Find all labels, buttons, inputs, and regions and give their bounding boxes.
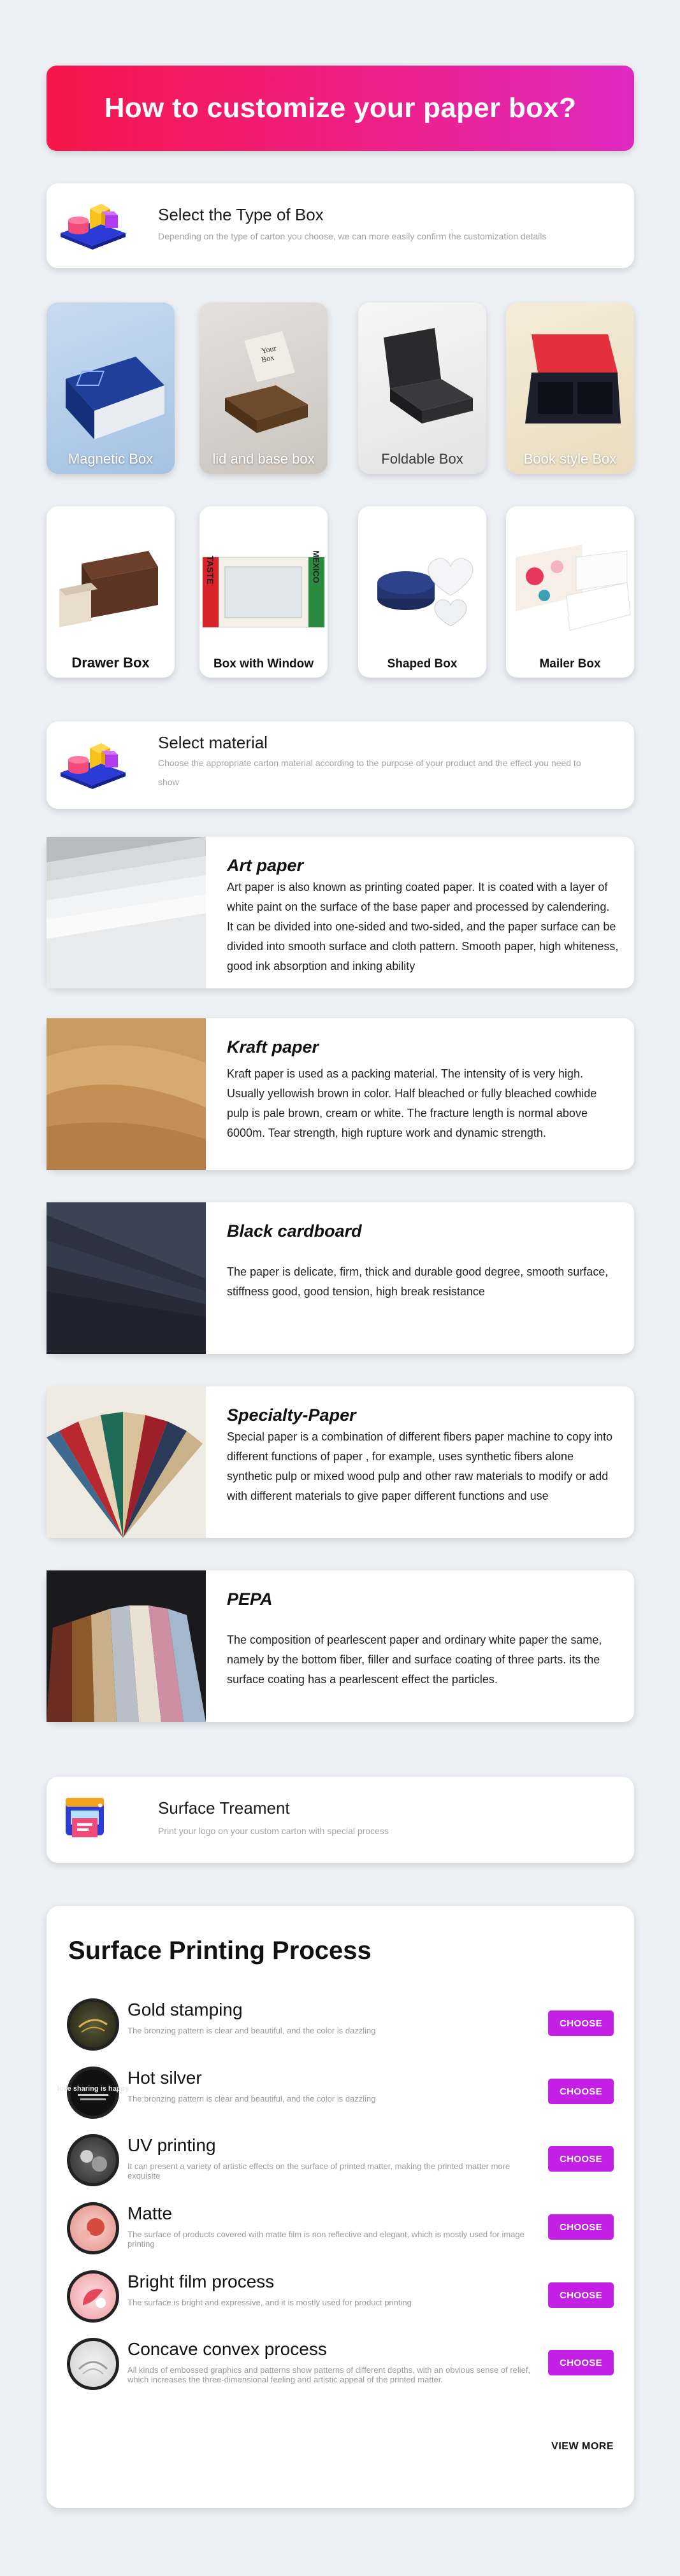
process-description: The bronzing pattern is clear and beautiful, and the color is dazzling [127, 2094, 376, 2103]
material-title: Kraft paper [227, 1037, 319, 1057]
box-type-lid-base[interactable] [199, 302, 328, 474]
matte-thumb [67, 2202, 119, 2254]
step-title: Surface Treament [158, 1798, 290, 1818]
step-description: Depending on the type of carton you choose, we can more easily confirm the customization details [158, 231, 547, 241]
box-type-label: Foldable Box [381, 451, 463, 467]
view-more-button[interactable]: VIEW MORE [551, 2441, 614, 2452]
step-description: Print your logo on your custom carton with special process [158, 1826, 389, 1836]
bright-film-thumb [67, 2270, 119, 2323]
process-title: UV printing [127, 2135, 216, 2155]
gold-stamping-thumb [67, 1998, 119, 2051]
title-banner [47, 66, 634, 151]
material-title: Black cardboard [227, 1221, 362, 1241]
process-title: Gold stamping [127, 2000, 243, 2019]
material-card-art-paper[interactable] [47, 837, 634, 988]
material-description: Art paper is also known as printing coated paper. It is coated with a layer of white paint on the surface of the base paper and processed by calendering. It can be divided into one-sided and two-sided, and the paper surface can be divided into smooth surface and cloth pattern. Smooth paper, high whiteness, good ink absorption and inking ability [227, 881, 619, 972]
choose-hot-silver-button[interactable]: CHOOSE [548, 2079, 614, 2104]
process-item-concave-convex [67, 2336, 614, 2393]
hot-silver-thumb [57, 2067, 129, 2119]
printer-icon [59, 1793, 117, 1847]
box-type-book-style[interactable] [506, 302, 634, 474]
process-title: Bright film process [127, 2272, 275, 2291]
material-title: PEPA [227, 1590, 273, 1609]
process-title: Hot silver [127, 2068, 202, 2088]
shaped-box-image [358, 506, 486, 678]
process-item-bright-film [67, 2268, 614, 2326]
box-type-label: Magnetic Box [68, 451, 154, 467]
process-item-gold-stamping [67, 1996, 614, 2054]
magnetic-box-image [47, 302, 175, 474]
box-type-shaped[interactable] [358, 506, 486, 678]
step-title: Select material [158, 733, 268, 752]
process-description: All kinds of embossed graphics and patterns show patterns of different depths, with an obvious sense of relief, which increases the three-dimensional feeling and artistic appeal of the printed matter. [127, 2365, 531, 2384]
box-type-mailer[interactable] [506, 506, 634, 678]
pepa-paper-image [47, 1570, 206, 1722]
process-description: It can present a variety of artistic effects on the surface of printed matter, making the printed matter more exquisite [127, 2161, 510, 2181]
process-description: The surface is bright and expressive, and it is mostly used for product printing [127, 2298, 412, 2307]
box-type-label: Mailer Box [539, 657, 601, 671]
window-box-print-right: MEXICO [311, 550, 321, 583]
window-box-image [199, 506, 328, 678]
process-item-uv-printing [67, 2132, 614, 2189]
material-card-black-cardboard[interactable] [47, 1202, 634, 1354]
box-type-label: Shaped Box [387, 657, 458, 671]
box-type-label: lid and base box [212, 451, 315, 467]
box-type-drawer[interactable] [47, 506, 175, 678]
3d-shapes-icon [55, 736, 132, 790]
mailer-box-image [506, 506, 634, 678]
material-card-pepa[interactable] [47, 1570, 634, 1722]
choose-concave-convex-button[interactable]: CHOOSE [548, 2350, 614, 2375]
material-description: Special paper is a combination of different fibers paper machine to copy into different functions of paper , for example, uses synthetic fibers alone synthetic pulp or mixed wood pulp and other raw materials to modify or add with different materials to give paper different functions and use [227, 1430, 613, 1502]
specialty-paper-image [47, 1386, 206, 1538]
art-paper-image [47, 837, 206, 988]
window-box-print-left: TASTE [205, 555, 215, 585]
step-material-card [47, 722, 634, 809]
material-card-specialty-paper[interactable] [47, 1386, 634, 1538]
step-type-card [47, 183, 634, 268]
box-type-label: Drawer Box [71, 655, 150, 671]
lid-base-box-image [199, 302, 328, 474]
material-description: The composition of pearlescent paper and ordinary white paper the same, namely by the bottom fiber, filler and surface coating of three parts. its the surface coating has a pearlescent effect the particles. [227, 1633, 602, 1686]
hot-silver-thumb-text: love sharing is happy [57, 2085, 129, 2093]
choose-matte-button[interactable]: CHOOSE [548, 2214, 614, 2240]
surface-printing-process-panel [47, 1906, 634, 2508]
choose-bright-film-button[interactable]: CHOOSE [548, 2282, 614, 2308]
step-surface-card [47, 1777, 634, 1863]
drawer-box-image [47, 506, 175, 678]
process-description: The bronzing pattern is clear and beautiful, and the color is dazzling [127, 2026, 376, 2035]
process-description: The surface of products covered with matte film is non reflective and elegant, which is mostly used for image printing [127, 2230, 524, 2249]
step-title: Select the Type of Box [158, 205, 324, 224]
box-type-label: Box with Window [213, 657, 314, 671]
uv-printing-thumb [67, 2134, 119, 2186]
box-type-foldable[interactable] [358, 302, 486, 474]
foldable-box-image [358, 302, 486, 474]
box-type-magnetic[interactable] [47, 302, 175, 474]
process-title: Concave convex process [127, 2339, 327, 2359]
book-style-box-image [506, 302, 634, 474]
process-item-matte [67, 2200, 614, 2258]
box-type-window[interactable] [199, 506, 328, 678]
box-type-label: Book style Box [523, 451, 617, 467]
material-description: The paper is delicate, firm, thick and durable good degree, smooth surface, stiffness good, good tension, high break resistance [227, 1265, 609, 1298]
concave-convex-thumb [67, 2338, 119, 2390]
choose-gold-stamping-button[interactable]: CHOOSE [548, 2010, 614, 2036]
material-title: Specialty-Paper [227, 1405, 356, 1425]
material-description: Kraft paper is used as a packing material. The intensity of is very high. Usually yellowish brown in color. Half bleached or fully bleached cowhide pulp is pale brown, cream or white. The fracture length is normal above 6000m. Tear strength, high rupture work and dynamic strength. [227, 1067, 597, 1139]
3d-shapes-icon [55, 196, 132, 250]
svg-text:Box: Box [260, 353, 275, 364]
process-item-hot-silver [57, 2065, 614, 2122]
process-title: Matte [127, 2203, 173, 2223]
step-description: Choose the appropriate carton material according to the purpose of your product and the effect you need to show [158, 758, 581, 787]
material-title: Art paper [227, 856, 304, 875]
process-section-title: Surface Printing Process [68, 1937, 372, 1965]
kraft-paper-image [47, 1018, 206, 1170]
svg-text:Your: Your [260, 343, 277, 355]
material-card-kraft-paper[interactable] [47, 1018, 634, 1170]
choose-uv-printing-button[interactable]: CHOOSE [548, 2146, 614, 2172]
black-cardboard-image [47, 1202, 206, 1354]
page-title: How to customize your paper box? [104, 92, 577, 124]
